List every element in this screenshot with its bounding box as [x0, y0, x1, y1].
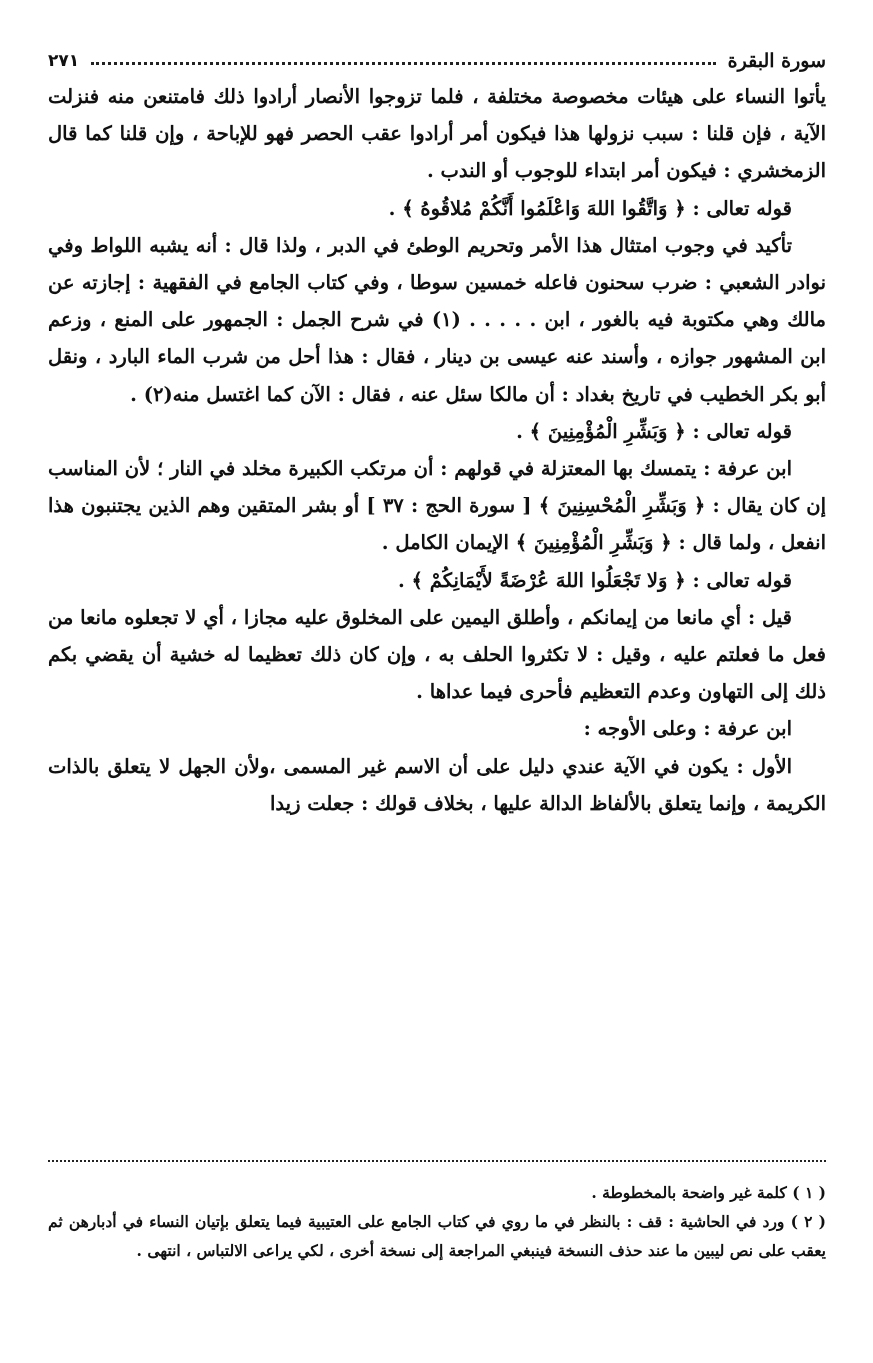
page-number: ٢٧١ — [48, 51, 80, 71]
footnote-1: ( ١ ) كلمة غير واضحة بالمخطوطة . — [591, 1183, 826, 1202]
verse-heading: قوله تعالى : ﴿ وَلا تَجْعَلُوا اللهَ عُرْضَةً لأَيْمَانِكُمْ ﴾ . — [397, 568, 792, 592]
verse-heading: قوله تعالى : ﴿ وَبَشِّرِ الْمُؤْمِنِينَ ﴾ . — [516, 419, 792, 443]
footnotes — [48, 1178, 826, 1265]
paragraph: قيل : أي مانعا من إيمانكم ، وأطلق اليمين على المخلوق عليه مجازا ، أي لا تجعلوه مانعا من فعل ما فعلتم عليه ، وقيل : لا تكثروا الحلف به ، وإن كان ذلك تعظيما له خشية أن يقضي بكم ذلك إلى التهاون وعدم التعظيم فأحرى فيما عداها . — [48, 605, 826, 704]
paragraph: تأكيد في وجوب امتثال هذا الأمر وتحريم الوطئ في الدبر ، ولذا قال : أنه يشبه اللواط وفي نوادر الشعبي : ضرب سحنون فاعله خمسين سوطا ، وفي كتاب الجامع في الفقهية : إجازته عن مالك وهي مكتوبة فيه بالغور ، ابن . . . . . (١) في شرح الجمل : الجمهور على المنع ، وزعم ابن المشهور جوازه ، وأسند عنه عيسى بن دينار ، فقال : هذا أحل من شرب الماء البارد ، ونقل أبو بكر الخطيب في تاريخ بغداد : أن مالكا سئل عنه ، فقال : الآن كما اغتسل منه(٢) . — [48, 233, 826, 406]
paragraph: يأتوا النساء على هيئات مخصوصة مختلفة ، فلما تزوجوا الأنصار أرادوا ذلك فامتنعن منه فنزلت الآية ، فإن قلنا : سبب نزولها هذا فيكون أمر أرادوا عقب الحصر فهو للإباحة ، وإن قلنا كما قال الزمخشري : فيكون أمر ابتداء للوجوب أو الندب . — [48, 85, 826, 183]
surah-title: سورة البقرة — [727, 50, 826, 72]
paragraph: ابن عرفة : يتمسك بها المعتزلة في قولهم : أن مرتكب الكبيرة مخلد في النار ؛ لأن المناسب إن كان يقال : ﴿ وَبَشِّرِ الْمُحْسِنِينَ ﴾ [ سورة الحج : ٣٧ ] أو بشر المتقين وهم الذين يجتنبون هذا انفعل ، ولما قال : ﴿ وَبَشِّرِ الْمُؤْمِنِينَ ﴾ الإيمان الكامل . — [48, 457, 826, 555]
paragraph: الأول : يكون في الآية عندي دليل على أن الاسم غير المسمى ،ولأن الجهل لا يتعلق بالذات الكريمة ، وإنما يتعلق بالألفاظ الدالة عليها ، بخلاف قولك : جعلت زيدا — [48, 754, 826, 815]
book-page — [48, 44, 826, 822]
paragraph: ابن عرفة : وعلى الأوجه : — [583, 717, 792, 741]
footnote-2: ( ٢ ) ورد في الحاشية : قف : بالنظر في ما روي في كتاب الجامع على العتيبية فيما يتعلق بإتيان النساء في أدبارهن ثم يعقب على نص ليبين ما عند حذف النسخة فينبغي المراجعة إلى نسخة أخرى ، لكي يراعى الالتباس ، انتهى . — [48, 1212, 826, 1260]
footnote-separator — [48, 1160, 826, 1162]
main-text — [48, 78, 826, 822]
verse-heading: قوله تعالى : ﴿ وَاتَّقُوا اللهَ وَاعْلَمُوا أَنَّكُمْ مُلاقُوهُ ﴾ . — [388, 196, 792, 220]
running-header — [48, 44, 826, 78]
header-dotted-leader — [91, 62, 716, 65]
